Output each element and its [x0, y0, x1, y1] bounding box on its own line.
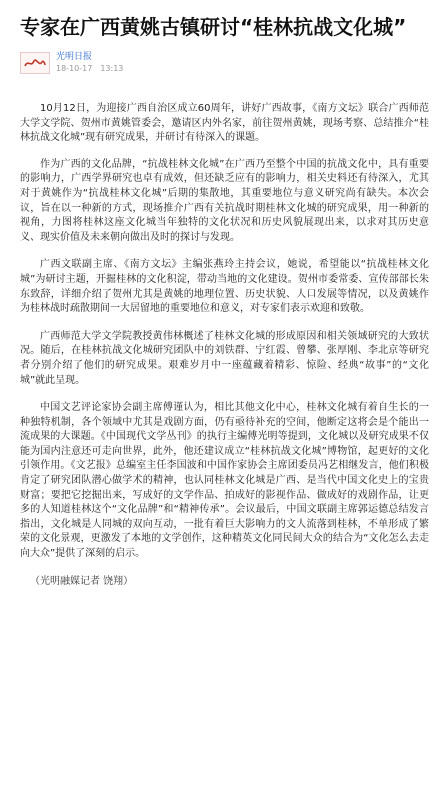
- paragraph-3: 广西文联副主席、《南方文坛》主编张燕玲主持会议，她说，希望能以“抗战桂林文化城”为研讨主题，开掘桂林的文化积淀，带动当地的文化建设。贺州市委常委、宣传部部长朱东致辞，详细介绍了贺州尤其是黄姚的地理位置、历史状貌、人口发展等情况，以及黄姚作为桂林战时疏散期间一大居留地的重要地位和意义，对专家们表示欢迎和致敬。: [20, 259, 429, 315]
- publish-time: 13:13: [100, 64, 124, 73]
- paragraph-1: 10月12日，为迎接广西自治区成立60周年，讲好广西故事，《南方文坛》联合广西师范大学文学院、贺州市黄姚管委会，邀请区内外名家，前往贺州黄姚，现场考察、总结推介“桂林抗战文化城”现有研究成果，并研讨有待深入的课题。: [20, 103, 429, 144]
- source-info: [56, 51, 131, 74]
- paragraph-4: 广西师范大学文学院教授黄伟林概述了桂林文化城的形成原因和相关领域研究的大致状况。随后，在桂林抗战文化城研究团队中的刘铁群、宁红霞、曾攀、张厚刚、李北京等研究者分别介绍了他们的研究成果。艰难岁月中一座蕴藏着精彩、惊险、经典“故事”的“文化城”就此呈现。: [20, 330, 429, 386]
- publish-datetime: [56, 63, 131, 74]
- newspaper-logo-icon[interactable]: [20, 52, 50, 74]
- source-row: [20, 51, 429, 74]
- paragraph-2: 作为广西的文化品牌，“抗战桂林文化城”在广西乃至整个中国的抗战文化中，具有重要的影响力，广西学界研究也卓有成效，但还缺乏应有的影响力，相关史料还有待深入，尤其对于黄姚作为“抗战桂林文化城”后期的集散地，其重要地位与意义研究尚有缺失。本次会议，旨在以一种新的方式，现场推介广西有关抗战时期桂林文化城的研究成果，用一种新的视角，力图将桂林这座文化城当年独特的文化状况和历史风貌展现出来，以求对其历史意义、现实价值及未来朝向做出及时的探讨与发现。: [20, 158, 429, 243]
- publish-date: 18-10-17: [56, 64, 93, 73]
- byline: （光明融媒记者 饶翔）: [30, 575, 134, 587]
- paragraph-5: 中国文艺评论家协会副主席傅谨认为，相比其他文化中心，桂林文化城有着自生长的一种独特机制，各个领域中尤其是戏剧方面，仍有亟待补充的空间，他断定这将会是个能出一流成果的大课题。《中国现代文学丛刊》的执行主编傅光明等提到，文化城以及研究成果不仅能为国内注意还可走向世界，此外，他还建议成立“桂林抗战文化城”博物馆，起更好的文化引领作用。《文艺报》总编室主任李国波和中国作家协会主席团委员冯艺相继发言，他们积极肯定了研究团队潜心做学术的精神，也认同桂林文化城是广西、是当代中国文化史上的宝贵财富；要把它挖掘出来，写成好的文学作品、拍成好的影视作品、做成好的戏剧作品，让更多的人知道桂林这个“文化品牌”和“精神传承”。会议最后，中国文联副主席郭运德总结发言指出，文化城是人同城的双向互动，一批有着巨大影响力的文人流落到桂林，不单形成了繁荣的文化景观，更激发了本地的文学创作，这种精英文化同民间大众的结合为“文化怎么去走向大众”提供了深刻的启示。: [20, 402, 429, 560]
- article-title: 专家在广西黄姚古镇研讨“桂林抗战文化城”: [20, 15, 407, 39]
- source-name-link[interactable]: 光明日报: [56, 52, 93, 62]
